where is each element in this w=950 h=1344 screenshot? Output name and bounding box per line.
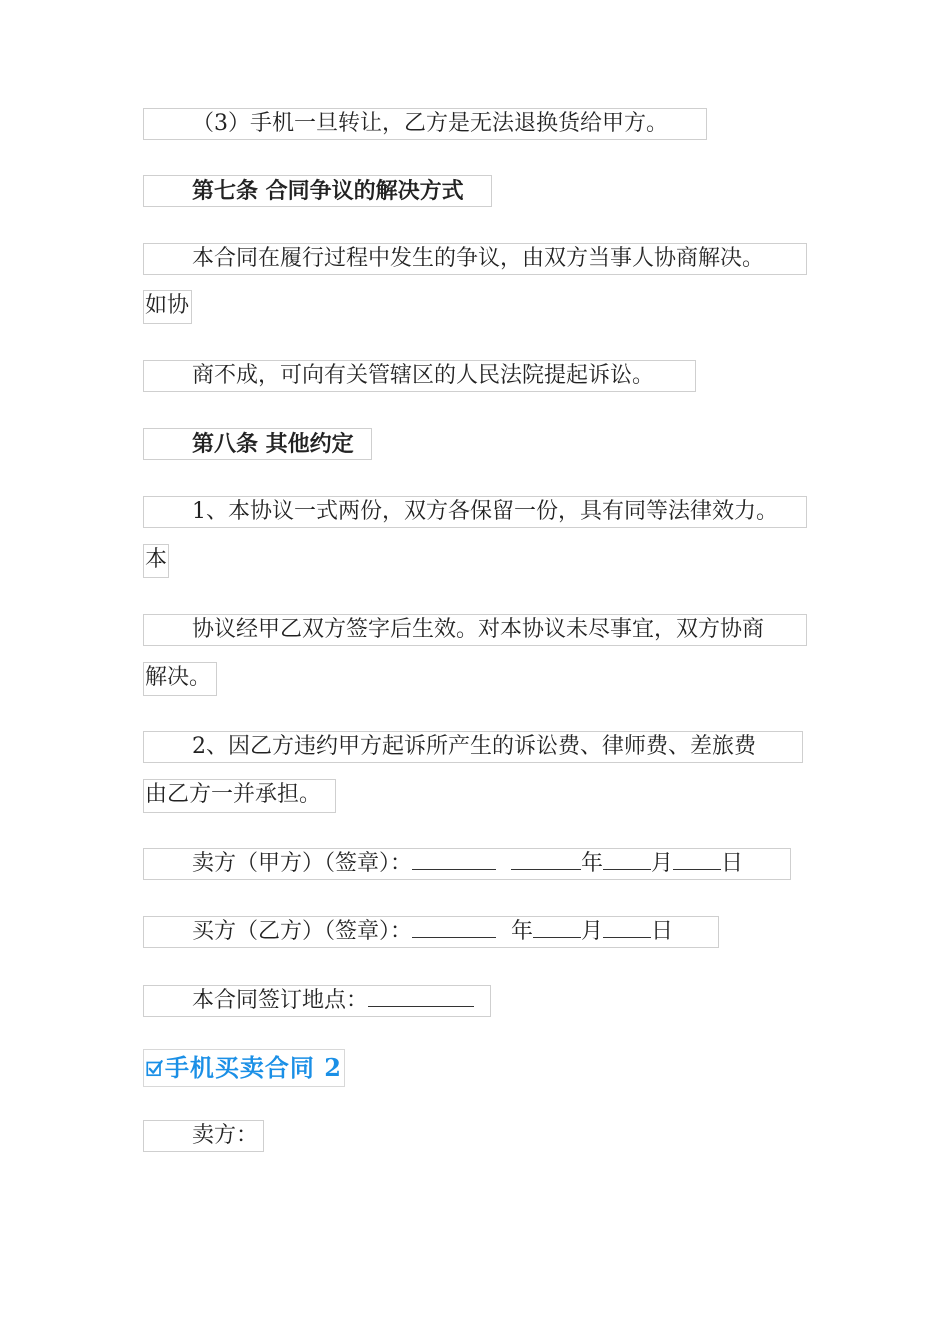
clause-line [143,360,696,392]
clause-text: （3）手机一旦转让，乙方是无法退换货给甲方。 [192,111,668,136]
clause-text: 2、因乙方违约甲方起诉所产生的诉讼费、律师费、差旅费 [192,734,756,759]
clause-line [143,243,807,275]
clause-line [143,496,807,528]
buyer-date-month-blank[interactable] [533,917,581,938]
day-label: 日 [721,851,744,876]
seller-signature-label: 卖方（甲方）（签章）： [192,851,413,876]
clause-line [143,290,192,324]
month-label: 月 [651,851,674,876]
contract-place-line [143,985,491,1017]
article-8-title: 第八条 其他约定 [192,431,354,457]
buyer-date-day-blank[interactable] [603,917,651,938]
month-label: 月 [581,919,604,944]
clause-line [143,614,807,646]
buyer-signature-label: 买方（乙方）（签章）： [192,919,413,944]
clause-line [143,731,803,763]
article-heading [143,428,372,460]
contract-place-blank[interactable] [368,986,474,1007]
clause-text: 本 [145,547,168,572]
clause-line [143,108,707,140]
section-2-title: 手机买卖合同 2 [164,1053,342,1082]
seller-signature-blank[interactable] [412,849,496,870]
clause-line [143,779,336,813]
clause-text: 由乙方一并承担。 [145,782,322,807]
seller-date-day-blank[interactable] [673,849,721,870]
checkbox-checked-icon [146,1058,163,1078]
year-label: 年 [581,851,604,876]
section-heading [143,1049,345,1087]
clause-text: 商不成，可向有关管辖区的人民法院提起诉讼。 [192,363,655,388]
article-heading [143,175,492,207]
clause-line [143,662,217,696]
clause-text: 如协 [145,293,190,318]
buyer-signature-blank[interactable] [412,917,496,938]
article-7-title: 第七条 合同争议的解决方式 [192,178,464,204]
clause-text: 协议经甲乙双方签字后生效。对本协议未尽事宜，双方协商 [192,617,765,642]
seller-date-year-blank[interactable] [511,849,581,870]
buyer-signature-line [143,916,719,948]
day-label: 日 [651,919,674,944]
clause-text: 本合同在履行过程中发生的争议，由双方当事人协商解决。 [192,246,765,271]
year-label: 年 [511,919,534,944]
clause-line [143,544,169,578]
seller-date-month-blank[interactable] [603,849,651,870]
seller-signature-line [143,848,791,880]
clause-text: 解决。 [145,665,212,690]
contract-place-label: 本合同签订地点： [192,988,369,1013]
seller-party-label: 卖方： [192,1123,259,1148]
clause-text: 1、本协议一式两份，双方各保留一份，具有同等法律效力。 [192,499,778,524]
seller-party-line [143,1120,264,1152]
